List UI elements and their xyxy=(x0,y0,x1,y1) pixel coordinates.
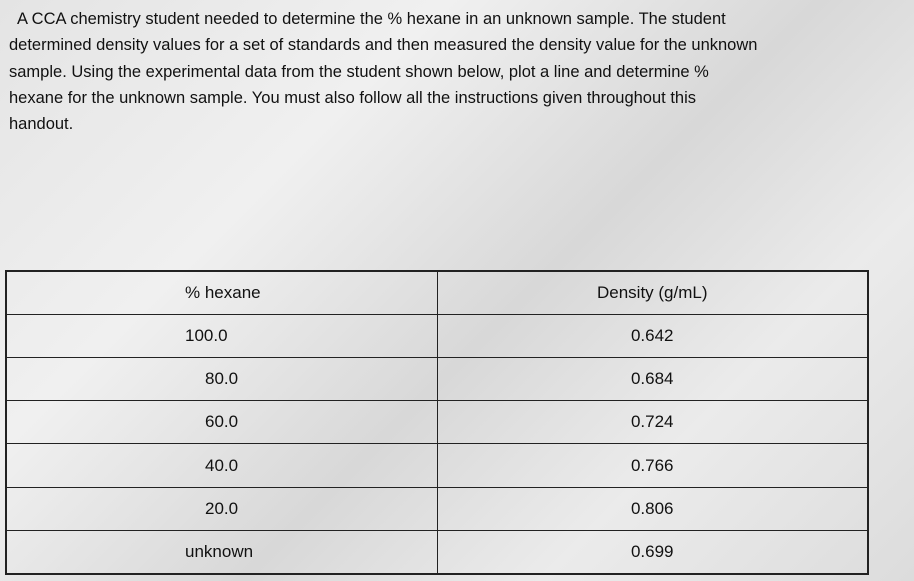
instructions-paragraph xyxy=(9,6,909,137)
table-row xyxy=(6,531,868,574)
hexane-density-table xyxy=(5,270,869,575)
cell-density: 0.724 xyxy=(437,401,868,444)
table-row xyxy=(6,401,868,444)
header-percent-hexane: % hexane xyxy=(6,271,437,314)
table-row xyxy=(6,357,868,400)
cell-percent-hexane: 40.0 xyxy=(6,444,437,487)
cell-percent-hexane: 60.0 xyxy=(6,401,437,444)
cell-density: 0.766 xyxy=(437,444,868,487)
table-row xyxy=(6,314,868,357)
table-row xyxy=(6,487,868,530)
cell-percent-hexane: unknown xyxy=(6,531,437,574)
instructions-line: A CCA chemistry student needed to determine the % hexane in an unknown sample. The student xyxy=(17,10,726,28)
instructions-line: sample. Using the experimental data from the student shown below, plot a line and determine % xyxy=(9,62,709,81)
cell-percent-hexane: 20.0 xyxy=(6,487,437,530)
cell-percent-hexane: 80.0 xyxy=(6,357,437,400)
cell-density: 0.684 xyxy=(437,357,868,400)
instructions-line: determined density values for a set of standards and then measured the density value for the unknown xyxy=(9,36,758,55)
header-density: Density (g/mL) xyxy=(437,271,868,314)
instructions-line: hexane for the unknown sample. You must also follow all the instructions given throughout this xyxy=(9,88,696,107)
instructions-line: handout. xyxy=(9,115,74,134)
cell-percent-hexane: 100.0 xyxy=(6,314,437,357)
cell-density: 0.642 xyxy=(437,314,868,357)
table-header-row xyxy=(6,271,868,314)
cell-density: 0.806 xyxy=(437,487,868,530)
table-row xyxy=(6,444,868,487)
cell-density: 0.699 xyxy=(437,531,868,574)
